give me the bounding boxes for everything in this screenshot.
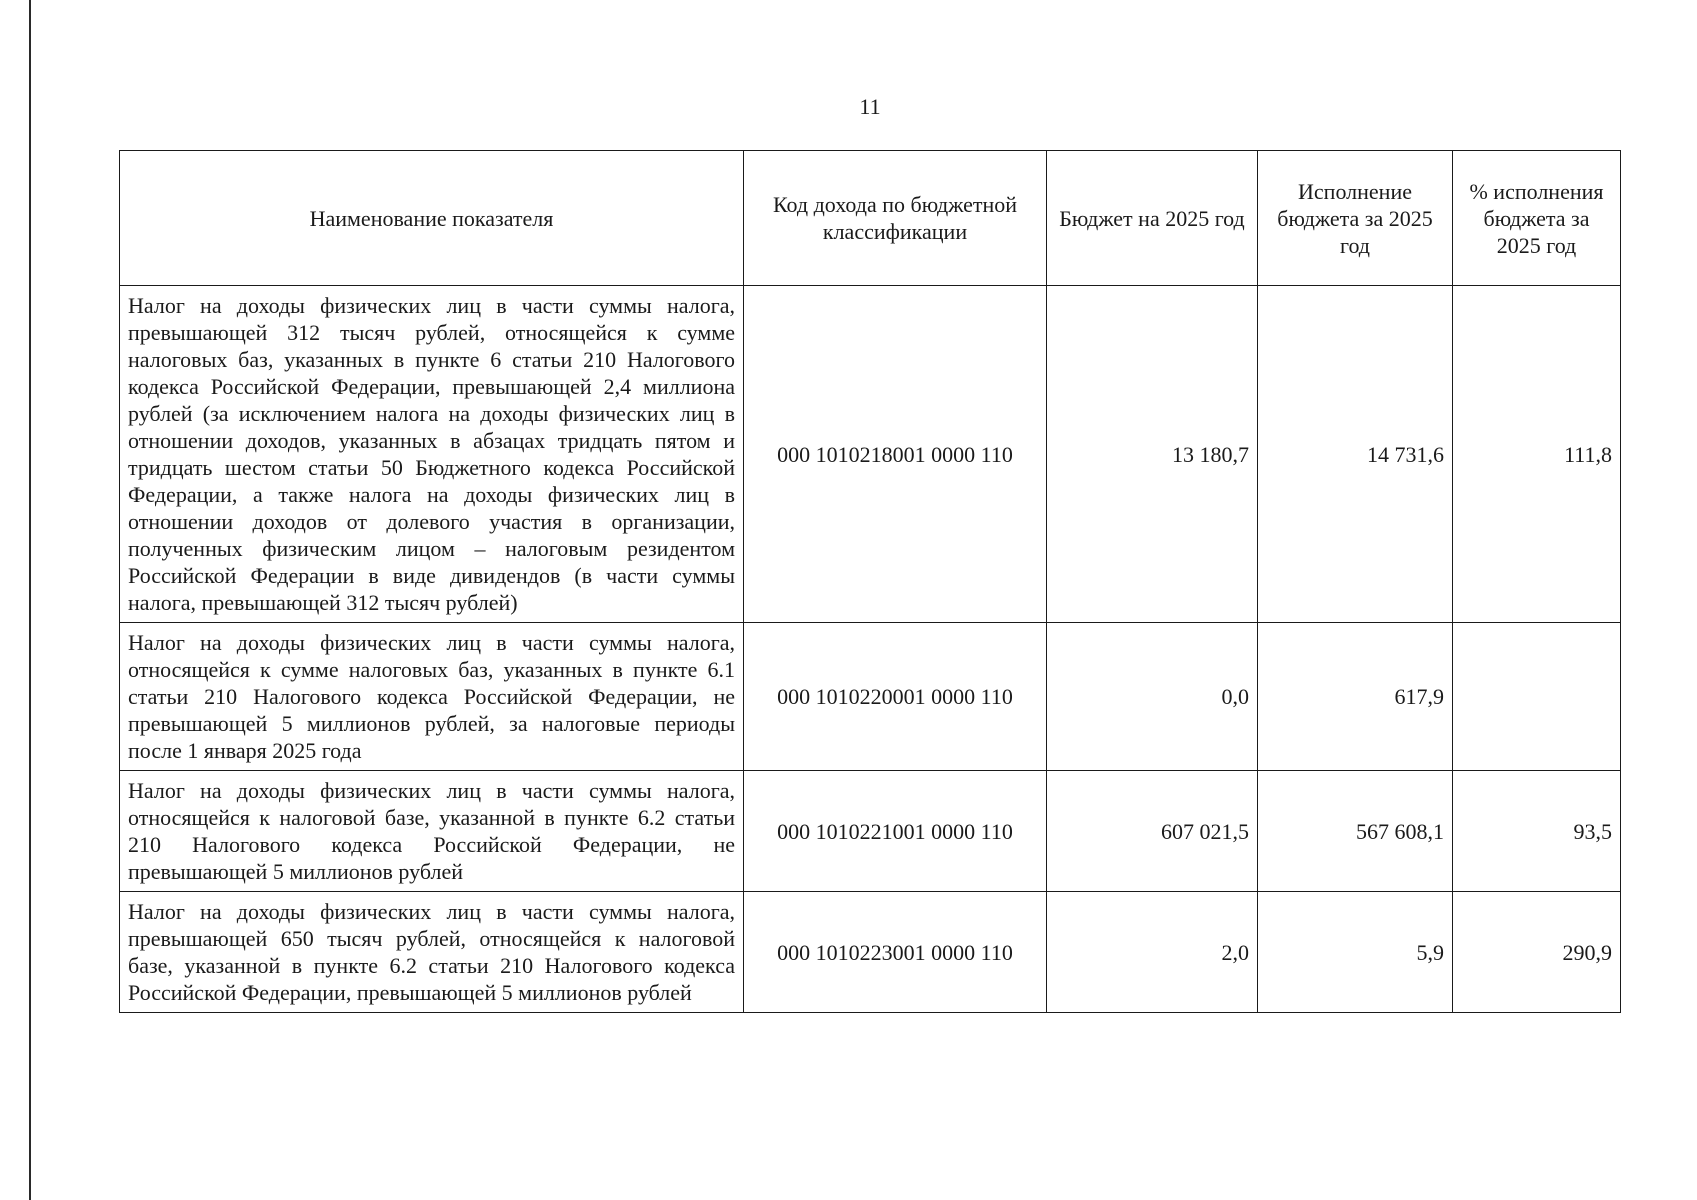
budget-table <box>119 150 1621 1013</box>
cell-code: 000 1010218001 0000 110 <box>744 286 1047 623</box>
cell-name: Налог на доходы физических лиц в части суммы налога, относящейся к налоговой базе, указанной в пункте 6.2 статьи 210 Налогового кодекса Российской Федерации, не превышающей 5 миллионов рублей <box>120 771 744 892</box>
cell-budget: 607 021,5 <box>1047 771 1258 892</box>
binding-edge-line <box>29 0 31 1200</box>
header-percent: % исполнения бюджета за 2025 год <box>1453 151 1621 286</box>
table-row <box>120 892 1621 1013</box>
table-header-row <box>120 151 1621 286</box>
page-number: 11 <box>859 94 881 119</box>
header-budget: Бюджет на 2025 год <box>1047 151 1258 286</box>
cell-percent <box>1453 623 1621 771</box>
cell-execution: 14 731,6 <box>1258 286 1453 623</box>
cell-percent: 93,5 <box>1453 771 1621 892</box>
table-row <box>120 771 1621 892</box>
header-code: Код дохода по бюджетной классификации <box>744 151 1047 286</box>
cell-execution: 617,9 <box>1258 623 1453 771</box>
cell-execution: 5,9 <box>1258 892 1453 1013</box>
table-row <box>120 623 1621 771</box>
cell-budget: 2,0 <box>1047 892 1258 1013</box>
cell-budget: 13 180,7 <box>1047 286 1258 623</box>
cell-name: Налог на доходы физических лиц в части суммы налога, превышающей 650 тысяч рублей, относящейся к налоговой базе, указанной в пункте 6.2 статьи 210 Налогового кодекса Российской Федерации, превышающей 5 миллионов рублей <box>120 892 744 1013</box>
table-row <box>120 286 1621 623</box>
cell-percent: 290,9 <box>1453 892 1621 1013</box>
cell-name: Налог на доходы физических лиц в части суммы налога, относящейся к сумме налоговых баз, указанных в пункте 6.1 статьи 210 Налогового кодекса Российской Федерации, не превышающей 5 миллионов рублей, за налоговые периоды после 1 января 2025 года <box>120 623 744 771</box>
cell-percent: 111,8 <box>1453 286 1621 623</box>
cell-code: 000 1010221001 0000 110 <box>744 771 1047 892</box>
cell-budget: 0,0 <box>1047 623 1258 771</box>
cell-name: Налог на доходы физических лиц в части суммы налога, превышающей 312 тысяч рублей, относящейся к сумме налоговых баз, указанных в пункте 6 статьи 210 Налогового кодекса Российской Федерации, превышающей 2,4 миллиона рублей (за исключением налога на доходы физических лиц в отношении доходов, указанных в абзацах тридцать пятом и тридцать шестом статьи 50 Бюджетного кодекса Российской Федерации, а также налога на доходы физических лиц в отношении доходов от долевого участия в организации, полученных физическим лицом – налоговым резидентом Российской Федерации в виде дивидендов (в части суммы налога, превышающей 312 тысяч рублей) <box>120 286 744 623</box>
header-execution: Исполнение бюджета за 2025 год <box>1258 151 1453 286</box>
cell-code: 000 1010223001 0000 110 <box>744 892 1047 1013</box>
header-name: Наименование показателя <box>120 151 744 286</box>
cell-code: 000 1010220001 0000 110 <box>744 623 1047 771</box>
cell-execution: 567 608,1 <box>1258 771 1453 892</box>
